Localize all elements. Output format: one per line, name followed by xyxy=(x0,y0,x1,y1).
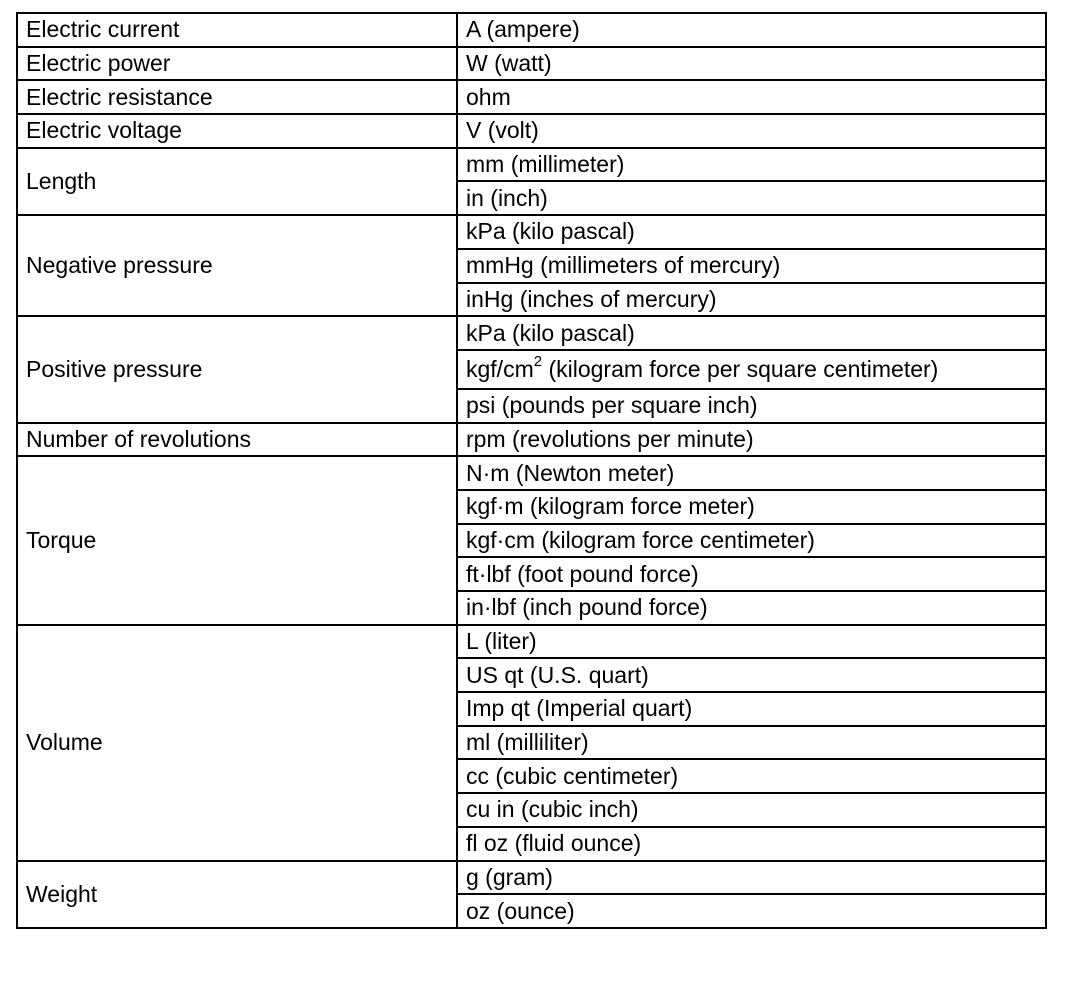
unit-cell xyxy=(457,350,1046,389)
unit-cell: psi (pounds per square inch) xyxy=(457,389,1046,423)
unit-cell: ml (milliliter) xyxy=(457,726,1046,760)
unit-cell: kgf·cm (kilogram force centimeter) xyxy=(457,524,1046,558)
unit-cell: in·lbf (inch pound force) xyxy=(457,591,1046,625)
unit-cell: cc (cubic centimeter) xyxy=(457,759,1046,793)
quantity-cell: Electric voltage xyxy=(17,114,457,148)
table-row xyxy=(17,456,1046,490)
quantity-cell: Electric current xyxy=(17,13,457,47)
table-row xyxy=(17,861,1046,895)
unit-cell: L (liter) xyxy=(457,625,1046,659)
unit-superscript: 2 xyxy=(533,353,543,371)
unit-cell: kPa (kilo pascal) xyxy=(457,316,1046,350)
unit-conversion-table xyxy=(16,12,1047,929)
quantity-cell: Torque xyxy=(17,456,457,624)
unit-cell: W (watt) xyxy=(457,47,1046,81)
unit-cell: inHg (inches of mercury) xyxy=(457,283,1046,317)
unit-cell: cu in (cubic inch) xyxy=(457,793,1046,827)
quantity-cell: Electric power xyxy=(17,47,457,81)
unit-text: (kilogram force per square centimeter) xyxy=(542,355,939,382)
unit-cell: oz (ounce) xyxy=(457,894,1046,928)
quantity-cell: Negative pressure xyxy=(17,215,457,316)
table-row xyxy=(17,114,1046,148)
unit-cell: ft·lbf (foot pound force) xyxy=(457,557,1046,591)
table-row xyxy=(17,625,1046,659)
unit-cell: US qt (U.S. quart) xyxy=(457,658,1046,692)
unit-cell: kgf·m (kilogram force meter) xyxy=(457,490,1046,524)
table-row xyxy=(17,316,1046,350)
table-row xyxy=(17,13,1046,47)
quantity-cell: Length xyxy=(17,148,457,215)
table-row xyxy=(17,80,1046,114)
quantity-cell: Positive pressure xyxy=(17,316,457,422)
unit-text: kgf/cm xyxy=(466,355,534,382)
unit-cell: kPa (kilo pascal) xyxy=(457,215,1046,249)
unit-cell: rpm (revolutions per minute) xyxy=(457,423,1046,457)
table-row xyxy=(17,148,1046,182)
unit-cell: in (inch) xyxy=(457,181,1046,215)
unit-cell: fl oz (fluid ounce) xyxy=(457,827,1046,861)
quantity-cell: Volume xyxy=(17,625,457,861)
table-row xyxy=(17,215,1046,249)
unit-cell: ohm xyxy=(457,80,1046,114)
unit-cell: mmHg (millimeters of mercury) xyxy=(457,249,1046,283)
table-row xyxy=(17,47,1046,81)
unit-cell: Imp qt (Imperial quart) xyxy=(457,692,1046,726)
table-row xyxy=(17,423,1046,457)
quantity-cell: Weight xyxy=(17,861,457,928)
unit-cell: A (ampere) xyxy=(457,13,1046,47)
unit-cell: g (gram) xyxy=(457,861,1046,895)
unit-cell: N·m (Newton meter) xyxy=(457,456,1046,490)
unit-cell: mm (millimeter) xyxy=(457,148,1046,182)
quantity-cell: Electric resistance xyxy=(17,80,457,114)
unit-cell: V (volt) xyxy=(457,114,1046,148)
quantity-cell: Number of revolutions xyxy=(17,423,457,457)
unit-table-body xyxy=(17,13,1046,928)
